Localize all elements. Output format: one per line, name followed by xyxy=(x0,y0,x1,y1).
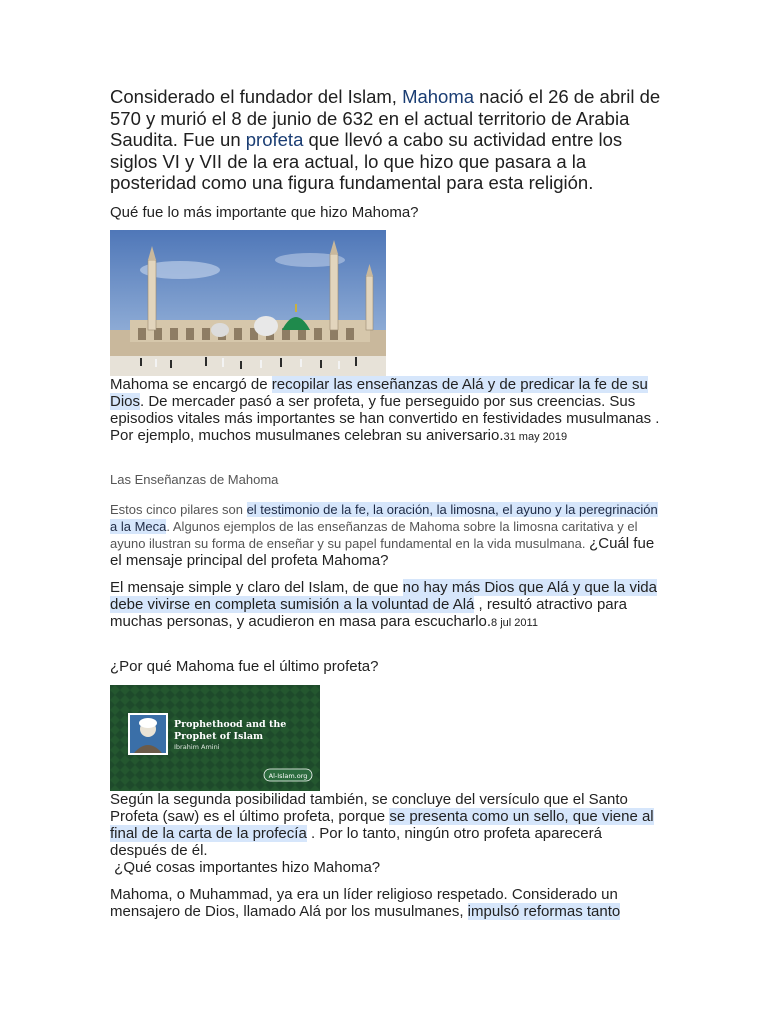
highlight: recopilar las enseñanzas de Alá y de predicar la fe de su Dios xyxy=(110,375,648,410)
intro-text: que llevó a cabo su actividad entre los siglos VI y VII de la era actual, lo que hizo que pasara a la posteridad como una figura fundamental para esta religión. xyxy=(110,129,623,193)
al-islam-badge: Al-Islam.org xyxy=(268,771,308,780)
paragraph-1 xyxy=(110,376,662,446)
document-page xyxy=(110,86,662,920)
para3-text: , resultó atractivo para muchas personas, y acudieron en masa para escucharlo. xyxy=(110,595,627,630)
highlight: impulsó reformas tanto xyxy=(467,902,621,920)
book-title-line-1: Prophethood and the xyxy=(174,718,287,730)
paragraph-4 xyxy=(110,791,662,859)
para4-text: . Por lo tanto, ningún otro profeta aparecerá después de él. xyxy=(110,824,602,859)
profeta-link[interactable]: profeta xyxy=(245,129,304,150)
date-stamp: 8 jul 2011 xyxy=(491,616,538,629)
para5-text: Mahoma, o Muhammad, ya era un líder religioso respetado. Considerado un mensajero de Dios, llamado Alá por los musulmanes, xyxy=(110,885,618,920)
intro-paragraph xyxy=(110,86,662,194)
intro-text: nació el 26 de abril de 570 y murió el 8 de junio de 632 en el actual territorio de Arabia Saudita. Fue un xyxy=(110,86,661,150)
book-author: Ibrahim Amini xyxy=(174,742,220,751)
para2-text: . Algunos ejemplos de las enseñanzas de Mahoma sobre la limosna caritativa y el ayuno ilustran su forma de enseñar y su papel fundamental en la vida musulmana. xyxy=(110,518,638,551)
paragraph-3 xyxy=(110,579,662,632)
question-heading: ¿Qué cosas importantes hizo Mahoma? xyxy=(110,858,381,876)
date-stamp: 31 may 2019 xyxy=(503,430,568,443)
book-cover-image xyxy=(110,685,320,791)
paragraph-5 xyxy=(110,886,662,920)
book-title-line-2: Prophet of Islam xyxy=(174,730,264,742)
intro-text: Considerado el fundador del Islam, xyxy=(110,86,403,107)
mosque-photo xyxy=(110,230,386,376)
highlight: se presenta como un sello, que viene al final de la carta de la profecía xyxy=(110,807,654,842)
para1-text: Mahoma se encargó de xyxy=(110,375,272,393)
para1-text: . De mercader pasó a ser profeta, y fue perseguido por sus creencias. Sus episodios vitales más importantes se han convertido en festividades musulmanas . Por ejemplo, muchos musulmanes celebran su aniversario. xyxy=(110,392,660,444)
para3-text: El mensaje simple y claro del Islam, de que xyxy=(110,578,403,596)
mahoma-link[interactable]: Mahoma xyxy=(402,86,475,107)
highlight: el testimonio de la fe, la oración, la limosna, el ayuno y la peregrinación a la Meca xyxy=(110,501,658,534)
question-heading: ¿Por qué Mahoma fue el último profeta? xyxy=(110,657,379,675)
para4-text: Según la segunda posibilidad también, se concluye del versículo que el Santo Profeta (saw) es el último profeta, porque xyxy=(110,790,628,825)
para2-text: Estos cinco pilares son xyxy=(110,501,247,517)
section-heading: Las Enseñanzas de Mahoma xyxy=(110,471,279,487)
paragraph-2 xyxy=(110,501,662,569)
question-inline: ¿Cuál fue el mensaje principal del profeta Mahoma? xyxy=(110,534,655,569)
highlight: no hay más Dios que Alá y que la vida debe vivirse en completa sumisión a la voluntad de Alá xyxy=(110,578,657,613)
question-heading: Qué fue lo más importante que hizo Mahoma? xyxy=(110,203,419,221)
